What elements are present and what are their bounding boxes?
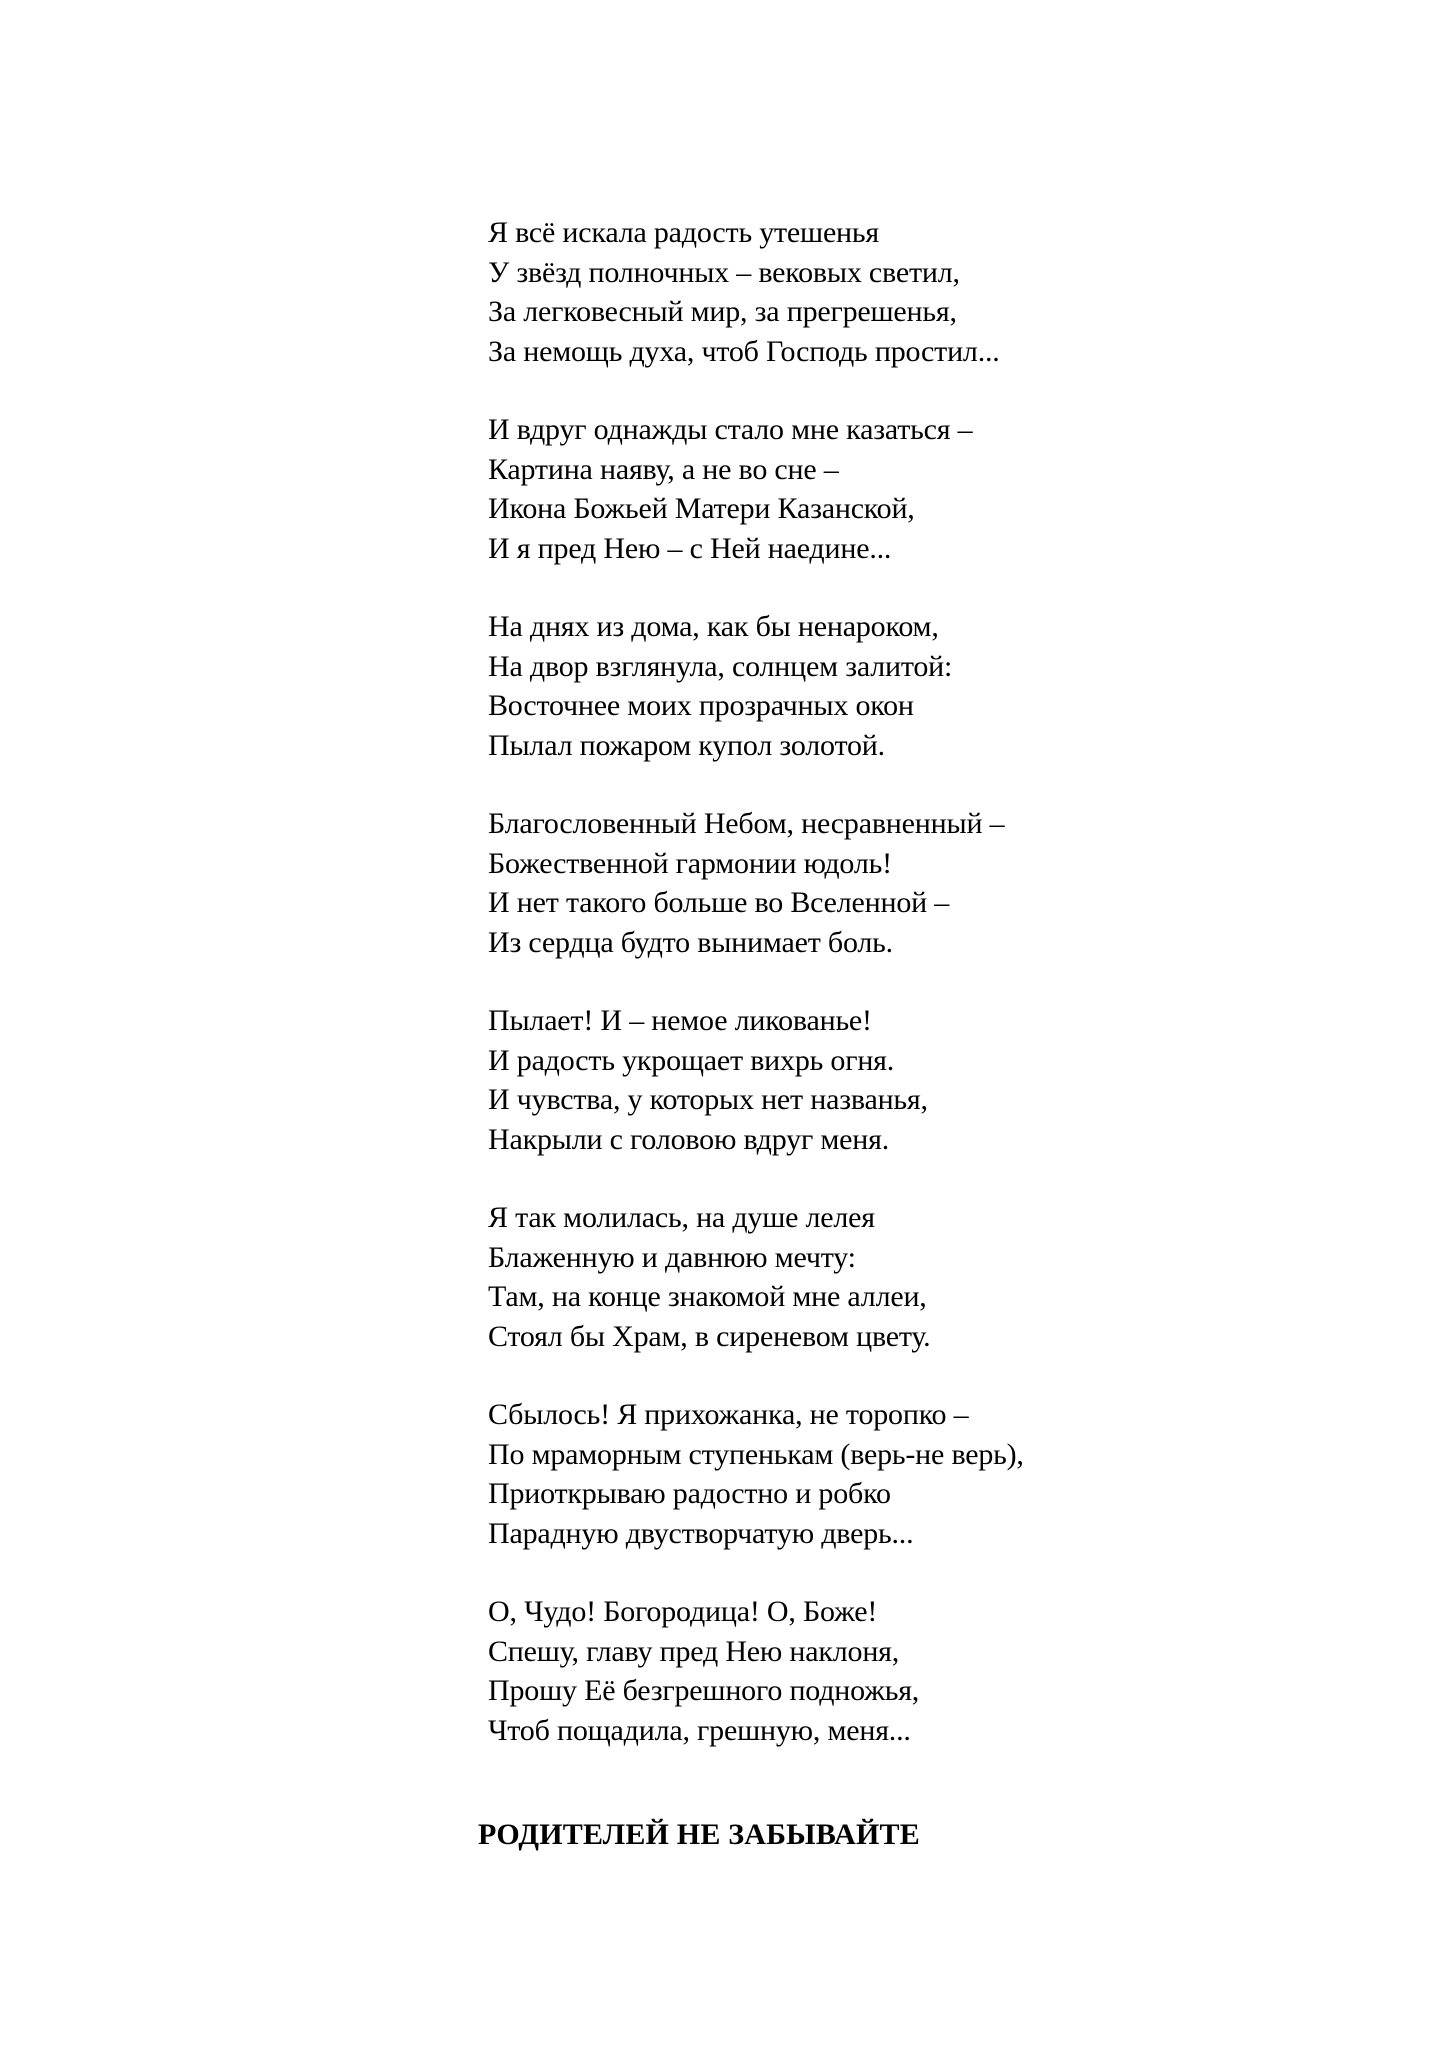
poem-line: На двор взглянула, солнцем залитой:	[488, 649, 953, 683]
poem-line: У звёзд полночных – вековых светил,	[488, 255, 960, 289]
stanza-3	[488, 607, 1188, 765]
poem	[488, 213, 1188, 1789]
poem-line: По мраморным ступенькам (верь-не верь),	[488, 1437, 1024, 1471]
poem-line: Парадную двустворчатую дверь...	[488, 1516, 914, 1550]
stanza-7	[488, 1395, 1188, 1553]
poem-line: Стоял бы Храм, в сиреневом цвету.	[488, 1319, 931, 1353]
poem-line: Накрыли с головою вдруг меня.	[488, 1122, 890, 1156]
poem-line: Пылал пожаром купол золотой.	[488, 728, 885, 762]
poem-line: И вдруг однажды стало мне казаться –	[488, 413, 973, 446]
poem-line: За немощь духа, чтоб Господь простил...	[488, 334, 1000, 368]
poem-line: На днях из дома, как бы ненароком,	[488, 610, 939, 643]
stanza-4	[488, 804, 1188, 962]
poem-line: Я всё искала радость утешенья	[488, 216, 879, 249]
poem-line: Там, на конце знакомой мне аллеи,	[488, 1280, 927, 1313]
poem-line: И нет такого больше во Вселенной –	[488, 886, 950, 919]
poem-line: Пылает! И – немое ликованье!	[488, 1004, 872, 1037]
poem-line: И чувства, у которых нет названья,	[488, 1083, 928, 1116]
poem-line: И я пред Нею – с Ней наедине...	[488, 531, 892, 565]
poem-line: Восточнее моих прозрачных окон	[488, 689, 914, 722]
stanza-1	[488, 213, 1188, 371]
poem-line: Спешу, главу пред Нею наклоня,	[488, 1634, 900, 1668]
stanza-2	[488, 410, 1188, 568]
poem-line: Божественной гармонии юдоль!	[488, 846, 892, 880]
poem-line: Из сердца будто вынимает боль.	[488, 925, 893, 959]
poem-line: Картина наяву, а не во сне –	[488, 452, 839, 486]
poem-line: Приоткрываю радостно и робко	[488, 1477, 891, 1510]
poem-line: Сбылось! Я прихожанка, не торопко –	[488, 1398, 969, 1431]
poem-line: И радость укрощает вихрь огня.	[488, 1043, 895, 1077]
stanza-5	[488, 1001, 1188, 1159]
poem-line: Блаженную и давнюю мечту:	[488, 1240, 856, 1274]
poem-line: Икона Божьей Матери Казанской,	[488, 492, 915, 525]
poem-line: Прошу Её безгрешного подножья,	[488, 1674, 920, 1707]
poem-line: Я так молилась, на душе лелея	[488, 1201, 875, 1234]
next-poem-title: РОДИТЕЛЕЙ НЕ ЗАБЫВАЙТЕ	[478, 1818, 920, 1851]
poem-line: Чтоб пощадила, грешную, меня...	[488, 1713, 911, 1747]
poem-line: Благословенный Небом, несравненный –	[488, 807, 1005, 840]
poem-line: За легковесный мир, за прегрешенья,	[488, 295, 957, 328]
stanza-6	[488, 1198, 1188, 1356]
stanza-8	[488, 1592, 1188, 1750]
poem-line: О, Чудо! Богородица! О, Боже!	[488, 1595, 878, 1628]
